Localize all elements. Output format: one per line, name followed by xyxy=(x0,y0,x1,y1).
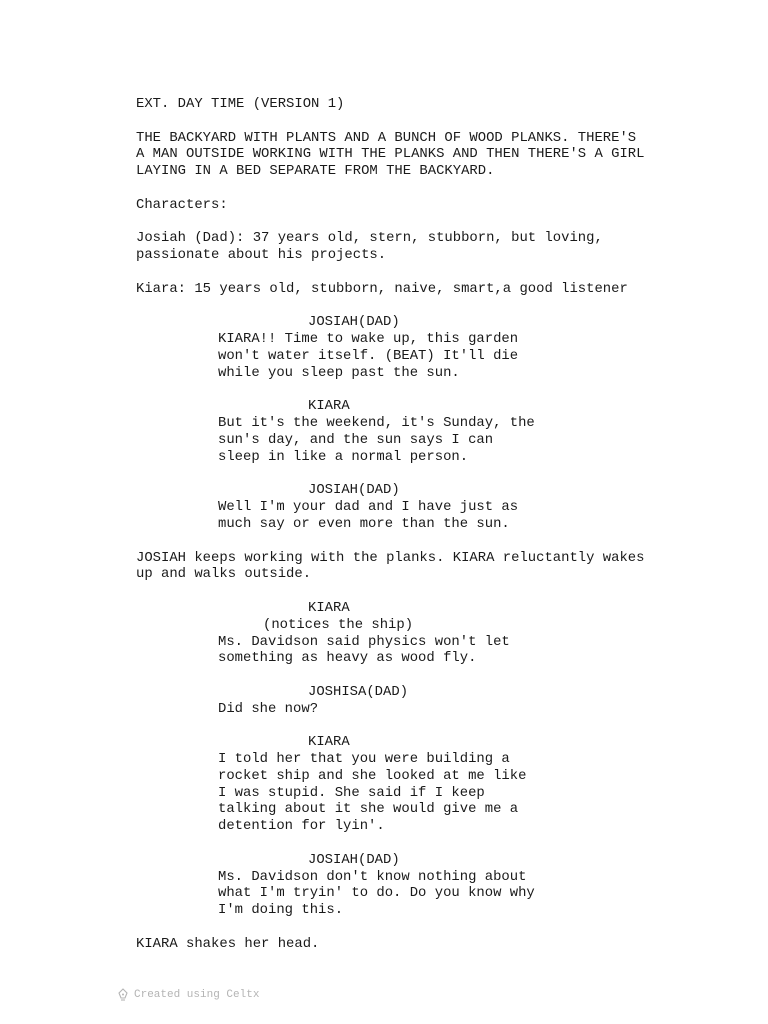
character-description-kiara: Kiara: 15 years old, stubborn, naive, smart,a good listener xyxy=(136,280,628,297)
character-name: KIARA xyxy=(308,398,350,415)
dialogue-line: I'm doing this. xyxy=(218,902,344,919)
character-description-josiah xyxy=(136,230,716,264)
dialogue-line: I was stupid. She said if I keep xyxy=(218,784,485,801)
dialogue-block xyxy=(136,852,716,919)
dialogue-block xyxy=(136,482,716,532)
scene-heading: EXT. DAY TIME (VERSION 1) xyxy=(136,96,345,112)
celtx-footer xyxy=(116,988,259,1002)
action-line: LAYING IN A BED SEPARATE FROM THE BACKYARD. xyxy=(136,163,495,180)
character-name: JOSIAH(DAD) xyxy=(308,851,400,868)
dialogue-line: won't water itself. (BEAT) It'll die xyxy=(218,347,519,364)
character-name: KIARA xyxy=(308,734,350,751)
dialogue-line: sun's day, and the sun says I can xyxy=(218,431,494,448)
dialogue-line: Did she now? xyxy=(218,700,319,717)
dialogue-line: what I'm tryin' to do. Do you know why xyxy=(218,885,535,902)
celtx-pen-icon xyxy=(116,988,130,1002)
description-line: Josiah (Dad): 37 years old, stern, stubborn, but loving, xyxy=(136,230,603,247)
dialogue-block xyxy=(136,684,716,718)
description-line: passionate about his projects. xyxy=(136,247,387,264)
character-name: JOSHISA(DAD) xyxy=(308,683,409,700)
dialogue-block xyxy=(136,314,716,381)
dialogue-line: sleep in like a normal person. xyxy=(218,448,469,465)
dialogue-line: detention for lyin'. xyxy=(218,818,385,835)
dialogue-line: Ms. Davidson don't know nothing about xyxy=(218,868,527,885)
action-line: A MAN OUTSIDE WORKING WITH THE PLANKS AND THEN THERE'S A GIRL xyxy=(136,146,645,163)
dialogue-line: much say or even more than the sun. xyxy=(218,515,510,532)
character-name: KIARA xyxy=(308,599,350,616)
action-block xyxy=(136,130,716,180)
screenplay-page xyxy=(136,96,716,953)
action-line: JOSIAH keeps working with the planks. KIARA reluctantly wakes xyxy=(136,549,645,566)
dialogue-block xyxy=(136,600,716,667)
dialogue-block xyxy=(136,734,716,835)
dialogue-line: KIARA!! Time to wake up, this garden xyxy=(218,331,519,348)
dialogue-line: something as heavy as wood fly. xyxy=(218,650,477,667)
footer-text: Created using Celtx xyxy=(134,989,260,1001)
action-line: KIARA shakes her head. xyxy=(136,935,320,952)
dialogue-block xyxy=(136,398,716,465)
dialogue-line: rocket ship and she looked at me like xyxy=(218,767,527,784)
characters-label: Characters: xyxy=(136,196,228,213)
dialogue-line: Ms. Davidson said physics won't let xyxy=(218,633,510,650)
dialogue-line: But it's the weekend, it's Sunday, the xyxy=(218,415,535,432)
character-name: JOSIAH(DAD) xyxy=(308,482,400,499)
dialogue-line: while you sleep past the sun. xyxy=(218,364,460,381)
dialogue-line: Well I'm your dad and I have just as xyxy=(218,499,519,516)
action-block xyxy=(136,550,716,584)
dialogue-line: I told her that you were building a xyxy=(218,751,510,768)
character-name: JOSIAH(DAD) xyxy=(308,314,400,331)
action-line: THE BACKYARD WITH PLANTS AND A BUNCH OF WOOD PLANKS. THERE'S xyxy=(136,129,637,146)
parenthetical: (notices the ship) xyxy=(263,616,414,633)
action-line: up and walks outside. xyxy=(136,566,312,583)
dialogue-line: talking about it she would give me a xyxy=(218,801,519,818)
